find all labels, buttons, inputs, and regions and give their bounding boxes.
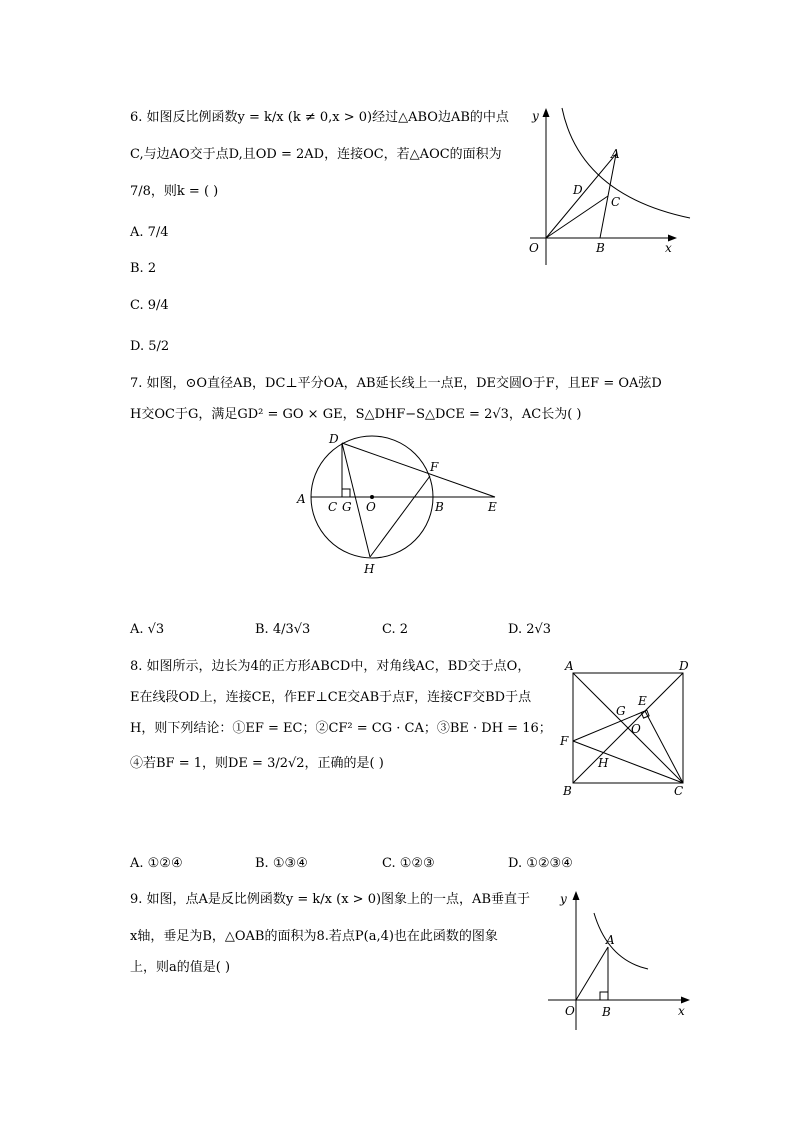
q7-line1: 7. 如图，⊙O直径AB，DC⊥平分OA，AB延长线上一点E，DE交圆O于F，且EF = OA弦D	[130, 376, 662, 391]
q7-label-o: O	[366, 500, 376, 514]
q8-label-d: D	[679, 659, 689, 673]
q6-figure	[520, 100, 700, 270]
q7-label-b: B	[435, 500, 444, 514]
q6-label-x: x	[665, 241, 672, 255]
q6-line2: C,与边AO交于点D,且OD = 2AD，连接OC，若△AOC的面积为	[130, 147, 502, 162]
q6-label-y: y	[532, 109, 539, 123]
q9-line2: x轴，垂足为B，△OAB的面积为8.若点P(a,4)也在此函数的图象	[130, 929, 498, 944]
q7-option-a: A. √3	[130, 622, 165, 637]
q8-label-f: F	[560, 734, 569, 748]
q8-line1: 8. 如图所示，边长为4的正方形ABCD中，对角线AC，BD交于点O，	[130, 659, 531, 674]
q8-label-o: O	[631, 722, 641, 736]
q8-figure	[555, 655, 695, 800]
q8-option-d: D. ①②③④	[508, 856, 573, 871]
q7-label-e: E	[488, 500, 497, 514]
q8-line3: H，则下列结论：①EF = EC；②CF² = CG · CA；③BE · DH = 16；	[130, 721, 552, 736]
q9-label-x: x	[678, 1004, 685, 1018]
q7-label-d: D	[329, 432, 339, 446]
q8-option-c: C. ①②③	[382, 856, 435, 871]
q7-label-g: G	[342, 500, 352, 514]
q8-line2: E在线段OD上，连接CE，作EF⊥CE交AB于点F，连接CF交BD于点	[130, 690, 532, 705]
q6-line1: 6. 如图反比例函数y = k/x (k ≠ 0,x > 0)经过△ABO边AB的中点	[130, 110, 509, 125]
q7-line2: H交OC于G，满足GD² = GO × GE，S△DHF−S△DCE = 2√3，AC长为( )	[130, 407, 582, 422]
q8-label-g: G	[616, 704, 626, 718]
q8-label-h: H	[598, 756, 609, 770]
q6-option-d: D. 5/2	[130, 339, 170, 354]
q9-label-y: y	[560, 892, 567, 906]
q8-label-c: C	[674, 784, 684, 798]
q7-label-a: A	[297, 492, 306, 506]
q7-label-h: H	[364, 562, 375, 576]
q6-label-b: B	[596, 241, 605, 255]
q6-option-b: B. 2	[130, 261, 157, 276]
q7-option-d: D. 2√3	[508, 622, 552, 637]
q6-label-c: C	[611, 195, 621, 209]
q7-option-b: B. 4/3√3	[255, 622, 311, 637]
q7-figure	[290, 425, 510, 580]
q8-label-b: B	[563, 784, 572, 798]
q6-label-o: O	[529, 241, 539, 255]
q9-line3: 上，则a的值是( )	[130, 960, 231, 975]
q7-label-c: C	[328, 500, 338, 514]
q7-option-c: C. 2	[382, 622, 409, 637]
q8-label-e: E	[638, 694, 647, 708]
q8-label-a: A	[565, 659, 574, 673]
q6-label-d: D	[573, 183, 583, 197]
q6-line3: 7/8，则k = ( )	[130, 184, 219, 199]
q9-line1: 9. 如图，点A是反比例函数y = k/x (x > 0)图象上的一点，AB垂直于	[130, 892, 530, 907]
q9-figure	[540, 885, 700, 1035]
q9-label-b: B	[602, 1005, 611, 1019]
q9-label-a: A	[606, 933, 615, 947]
q8-option-a: A. ①②④	[130, 856, 183, 871]
q8-option-b: B. ①③④	[255, 856, 308, 871]
q6-option-a: A. 7/4	[130, 225, 169, 240]
q8-line4: ④若BF = 1，则DE = 3/2√2，正确的是( )	[130, 756, 384, 771]
q6-option-c: C. 9/4	[130, 298, 169, 313]
q6-label-a: A	[611, 147, 620, 161]
q7-label-f: F	[430, 460, 439, 474]
q9-label-o: O	[565, 1004, 575, 1018]
